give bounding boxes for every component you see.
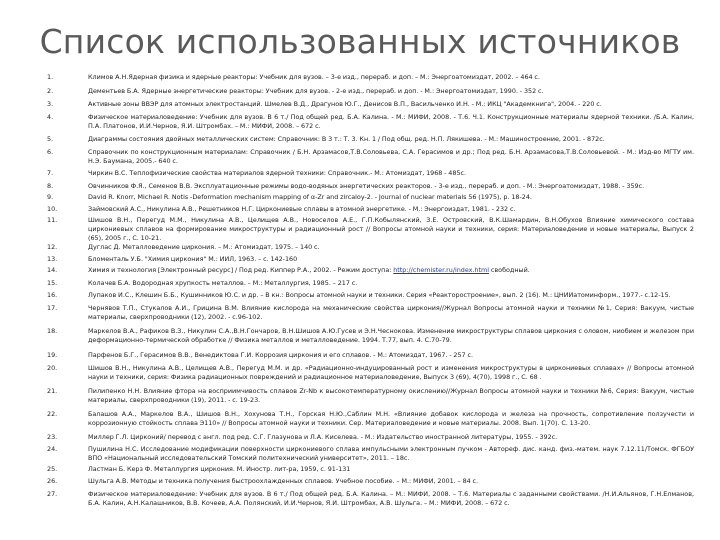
reference-number: 22.	[47, 410, 58, 418]
reference-number: 13.	[47, 255, 58, 263]
reference-text: Справочник по конструкционным материалам: Справочник / Б.Н. Арзамасов,Т.В.Соловьева, С.А. Герасимов и др.; Под ред. Б.Н. Арзамасова,Т.В.Соловьевой. - М.: Изд-во МГТУ им. Н.Э. Баумана, 2005.- 640 с.	[88, 148, 694, 165]
reference-text: Пушилина Н.С. Исследование модификации поверхности циркониевого сплава импульсными электронным пучком - Автореф. дис. канд. физ.-матем. наук 7.12.11/Томск. ФГБОУ ВПО «Национальный исследовательский Томский политехнический университет», 2011. – 18с.	[88, 445, 694, 462]
reference-text: Маркелов В.А., Рафиков В.З., Никулин С.А.,В.Н.Гончаров, В.Н.Шишов А.Ю.Гусев и Э.Н.Чеснокова. Изменение микроструктуры сплавов циркония с оловом, ниобием и железом при деформационно-термической обработке // Физика металлов и металловедение. 1994. Т.77, вып. 4. С.70-79.	[88, 327, 694, 344]
reference-link[interactable]: http://chemister.ru/index.html	[393, 266, 490, 274]
reference-text: Шульга А.В. Методы и техника получения быстроохлажденных сплавов. Учебное пособие. – М.: МИФИ, 2001. – 84 с.	[88, 477, 479, 485]
reference-number: 12.	[47, 243, 58, 251]
reference-number: 26.	[47, 477, 58, 485]
reference-text: Физическое материаловедение: Учебник для вузов. В 6 т./ Под общей ред. Б.А. Калина. – М.: МИФИ, 2008. – Т.6. Материалы с заданными свойствами. /Н.И.Альянов, Г.Н.Елманов, Б.А. Калин, А.Н.Калашников, В.В. Кочеев, А.А. Полянский, И.И.Чернов, Я.И. Штромбах, А.В. Шульга. – М.: МИФИ, 2008. – 672 с.	[88, 490, 694, 507]
reference-number: 16.	[47, 291, 58, 299]
reference-text: Физическое материаловедение: Учебник для вузов. В 6 т./ Под общей ред. Б.А. Калина. - М.: МИФИ, 2008. - Т.6. Ч.1. Конструкционные материалы ядерной техники. /Б.А. Калин, П.А. Платонов, И.И.Чернов, Я.И. Штромбах. – М.: МИФИ, 2008. – 672 с.	[88, 113, 694, 130]
reference-number: 7.	[47, 169, 54, 177]
reference-text: Шишов В.Н., Перегуд М.М., Никулина А.В., Целищев А.В., Новоселов А.Е., Г.П.Кобылянский, З.Е. Островский, В.К.Шамардин, В.Н.Обухов Влияние химического состава циркониевых сплавов на формирование микроструктуры и радиационный рост // Вопросы атомной науки и техники, серия: Материаловедение и новые материалы, Выпуск 2 (65), 2005 г., С. 10-21.	[88, 216, 694, 242]
reference-text: Парфенов Б.Г., Герасимов В.В., Венедиктова Г.И. Коррозия циркония и его сплавов. - М.: Атомиздат, 1967. - 257 с.	[88, 351, 473, 359]
reference-number: 3.	[47, 100, 54, 108]
reference-text: Ластман Б. Керз Ф. Металлургия циркония. М. Иностр. лит-ра, 1959, с. 91-131	[88, 465, 351, 473]
reference-number: 25.	[47, 465, 58, 473]
reference-text: Колачев Б.А. Водородная хрупкость металлов. – М.: Металлургия, 1985. – 217 с.	[88, 279, 358, 287]
reference-text-before-link: Химия и технология [Электронный ресурс] / Под ред. Киппер Р.А., 2002. - Режим доступа:	[88, 266, 394, 274]
reference-number: 10.	[47, 205, 58, 213]
reference-number: 17.	[47, 304, 58, 312]
reference-text: Чиркин В.С. Теплофизические свойства материалов ядерной техники: Справочник.- М.: Атомиздат, 1968 - 485с.	[88, 169, 467, 177]
reference-text-after-link: свободный.	[489, 266, 530, 274]
reference-number: 9.	[47, 193, 54, 201]
reference-number: 11.	[47, 216, 58, 224]
reference-number: 24.	[47, 445, 58, 453]
reference-text: Пилипенко Н.Н. Влияние фтора на восприимчивость сплавов Zr-Nb к высокотемпературному окислению//Журнал Вопросы атомной науки и техники №6, Серия: Вакуум, чистые материалы, сверхпроводники (19), 2011. - с. 19-23.	[88, 387, 694, 404]
reference-text: Лупаков И.С., Клешин Б.Б., Кушинников Ю.С. и др. – В кн.: Вопросы атомной науки и техники. Серия «Реакторостроение», вып. 2 (16). М.: ЦНИИатоминформ., 1977.- с.12-15.	[88, 291, 671, 299]
reference-number: 27.	[47, 490, 58, 498]
reference-text: Займовский А.С., Никулина А.В., Решетников Н.Г. Циркониевые сплавы в атомной энергетике. - М.: Энергоиздат, 1981. - 232 с.	[88, 205, 516, 213]
reference-number: 4.	[47, 113, 54, 121]
reference-number: 19.	[47, 351, 58, 359]
reference-text: Дементьев Б.А. Ядерные энергетические реакторы: Учебник для вузов. - 2-е изд., перераб. и доп. - М.: Энергоатомиздат, 1990. - 352 с.	[88, 87, 544, 95]
reference-number: 20.	[47, 364, 58, 372]
reference-number: 23.	[47, 433, 58, 441]
reference-text: Активные зоны ВВЭР для атомных электростанций. Шмелев В.Д., Драгунов Ю.Г., Денисов В.П., Васильченко И.Н. - М.: ИКЦ "Академкнига", 2004. - 220 с.	[88, 100, 602, 108]
reference-number: 2.	[47, 87, 54, 95]
reference-text: Дуглас Д. Металловедение циркония. – М.: Атомиздат, 1975. – 140 с.	[88, 243, 320, 251]
reference-text: Чернявов Т.П., Стукалов А.И., Грицина В.М. Влияние кислорода на механические свойства циркония//Журнал Вопросы атомной науки и техники №1, Серия: Вакуум, чистые материалы, сверхпроводники (12), 2002. - с.96-102.	[88, 304, 694, 321]
reference-number: 14.	[47, 266, 58, 274]
reference-text	[88, 266, 694, 275]
reference-number: 1.	[47, 73, 54, 81]
reference-number: 6.	[47, 148, 54, 156]
reference-number: 21.	[47, 387, 58, 395]
reference-text: Климов А.Н.Ядерная физика и ядерные реакторы: Учебник для вузов. – 3-е изд., перераб. и доп. – М.: Энергоатомиздат, 2002. – 464 с.	[88, 73, 540, 81]
reference-number: 18.	[47, 327, 58, 335]
reference-text: Диаграммы состояния двойных металлических систем: Справочник: В 3 т.: Т. 3. Кн. 1 / Под общ. ред. Н.П. Лякишева. - М.: Машиностроение, 2001. - 872с.	[88, 135, 605, 143]
reference-text: Овчинников Ф.Я., Семенов В.В. Эксплуатационные режимы водо-водяных энергетических реакторов. - 3-е изд., перераб. и доп. - М.: Энергоатомиздат, 1988. - 359с.	[88, 182, 645, 190]
reference-text: David R. Knorr, Michael R. Notis -Deformation mechanism mapping of α-Zr and zircaloy-2. - Journal of nuclear materials 56 (1975), p. 18-24.	[88, 193, 532, 201]
reference-text: Шишов В.Н., Никулина А.В., Целищев А.В., Перегуд М.М. и др. «Радиационно-индуцированный рост и изменения микроструктуры в циркониевых сплавах» // Вопросы атомной науки и техники, серия: Физика радиационных повреждений и радиационное материаловедение, Выпуск 3 (69), 4(70), 1998 г., С. 68 .	[88, 364, 694, 381]
reference-text: Миллер Г.Л. Цирконий/ перевод с англ. под ред. С.Г. Глазунова и Л.А. Киселева. - М.: Издательство иностранной литературы, 1955. - 392с.	[88, 433, 558, 441]
reference-number: 5.	[47, 135, 54, 143]
reference-text: Бломенталь У.Б. "Химия циркония" М.: ИИЛ, 1963. – с. 142-160	[88, 255, 298, 263]
reference-number: 8.	[47, 182, 54, 190]
reference-text: Балашов А.А., Маркелов В.А., Шишов В.Н., Хохунова Т.Н., Горская Н.Ю.,Саблин М.Н. «Влияние добавок кислорода и железа на прочность, сопротивление ползучести и коррозионную стойкость сплава Э110» // Вопросы атомной науки и техники. Сер. Материаловедение и новые материалы. 2008. Вып. 1(70). С. 13-20.	[88, 410, 694, 427]
page-title: Список использованных источников	[39, 22, 681, 61]
reference-number: 15.	[47, 279, 58, 287]
